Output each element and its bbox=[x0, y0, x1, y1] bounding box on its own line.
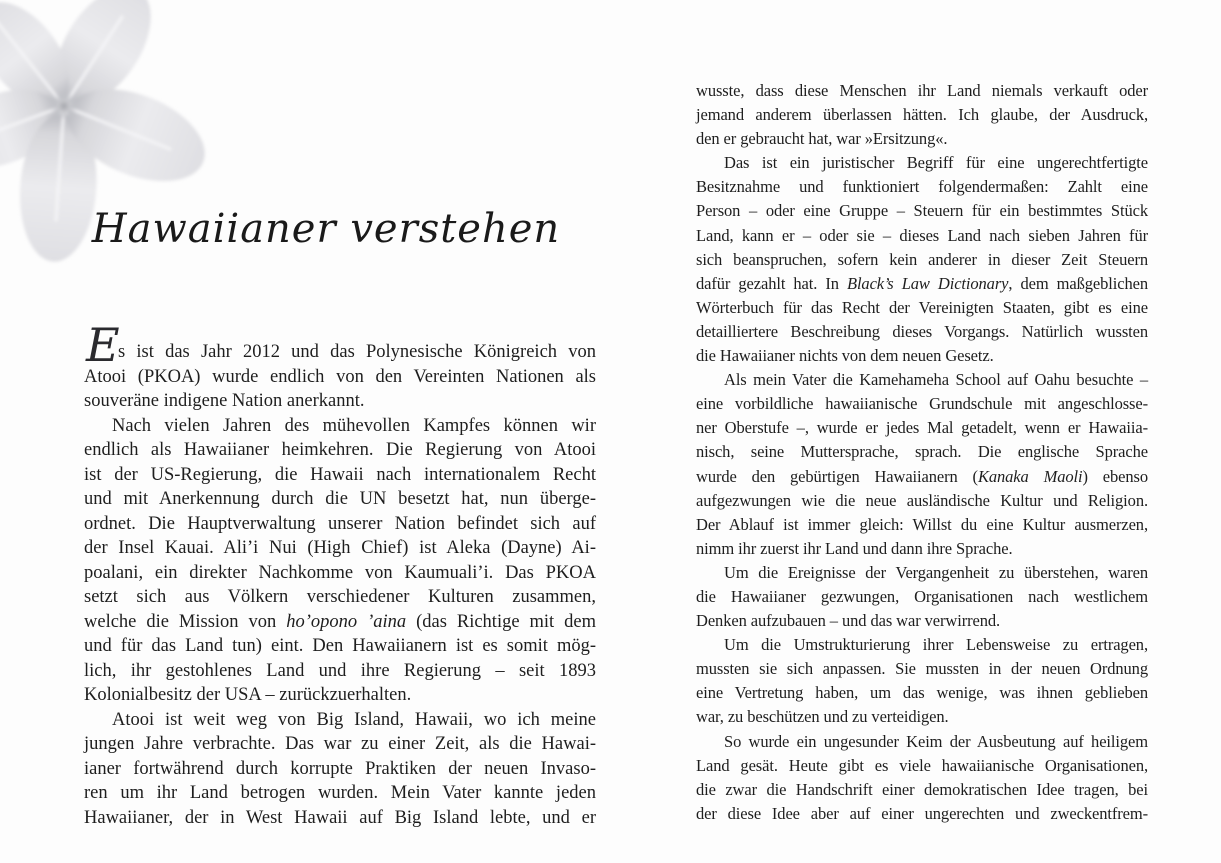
text-line: ren um ihr Land betrogen wurden. Mein Vater kannte jeden bbox=[84, 783, 596, 803]
text-line: Atooi (PKOA) wurde endlich von den Vereinten Nationen als bbox=[84, 366, 596, 387]
text-line: jungen Jahre verbrachte. Das war zu einer Zeit, als die Hawai- bbox=[84, 734, 596, 754]
text-line: So wurde ein ungesunder Keim der Ausbeutung auf heiligem bbox=[724, 731, 1148, 751]
text-line: Um die Ereignisse der Vergangenheit zu überstehen, waren bbox=[724, 562, 1148, 582]
text-line: Land, kann er – oder sie – dieses Land nach sieben Jahren für bbox=[696, 225, 1148, 245]
text-line: ner Oberstufe –, wurde er jedes Mal getadelt, wenn er Hawaiia- bbox=[696, 418, 1148, 438]
text-line: war, zu beschützen und zu verteidigen. bbox=[696, 707, 949, 727]
text-line: poalani, ein direkter Nachkomme von Kaumuali’i. Das PKOA bbox=[84, 562, 596, 583]
text-line: souveräne indigene Nation anerkannt. bbox=[84, 391, 365, 411]
text-line: ordnet. Die Hauptverwaltung unserer Nation befindet sich auf bbox=[84, 513, 596, 534]
text-line: welche die Mission von ho’opono ’aina (das Richtige mit dem bbox=[84, 611, 596, 632]
text-line: Land gesät. Heute gibt es viele hawaiianische Organisationen, bbox=[696, 755, 1148, 775]
text-line: aufgezwungen wie die neue ausländische Kultur und Religion. bbox=[696, 490, 1148, 510]
text-line: ist der US-Regierung, die Hawaii nach internationalem Recht bbox=[84, 464, 596, 485]
chapter-title: Hawaiianer verstehen bbox=[91, 206, 561, 252]
text-line: setzt sich aus Völkern verschiedener Kulturen zusammen, bbox=[84, 587, 596, 607]
text-line: Nach vielen Jahren des mühevollen Kampfes können wir bbox=[112, 415, 596, 436]
text-line: detailliertere Beschreibung dieses Vorgangs. Natürlich wussten bbox=[696, 321, 1148, 341]
text-line: s ist das Jahr 2012 und das Polynesische Königreich von bbox=[118, 342, 596, 362]
text-line: Der Ablauf ist immer gleich: Willst du eine Kultur ausmerzen, bbox=[696, 514, 1148, 534]
text-line: Als mein Vater die Kamehameha School auf Oahu besuchte – bbox=[724, 370, 1148, 390]
left-page-text bbox=[84, 340, 596, 830]
text-line: Um die Umstrukturierung ihrer Lebensweise zu ertragen, bbox=[724, 635, 1148, 655]
text-line: mussten sie sich anpassen. Sie mussten in der neuen Ordnung bbox=[696, 659, 1148, 679]
text-line: und für das Land tun) eint. Den Hawaiianern ist es somit mög- bbox=[84, 636, 596, 656]
text-line: eine vorbildliche hawaiianische Grundschule mit angeschlosse- bbox=[696, 394, 1148, 414]
text-line: die Hawaiianer gezwungen, Organisationen nach westlichem bbox=[696, 586, 1148, 606]
text-line: Person – oder eine Gruppe – Steuern für ein bestimmtes Stück bbox=[696, 201, 1148, 221]
text-line: Das ist ein juristischer Begriff für eine ungerechtfertigte bbox=[724, 153, 1148, 173]
text-line: nimm ihr zuerst ihr Land und dann ihre Sprache. bbox=[696, 538, 1013, 558]
text-line: sich beanspruchen, sofern kein anderer in dieser Zeit Steuern bbox=[696, 249, 1148, 269]
text-line: lich, ihr gestohlenes Land und ihre Regierung – seit 1893 bbox=[84, 660, 596, 681]
text-line: die Hawaiianer nichts von dem neuen Gesetz. bbox=[696, 346, 994, 366]
text-line: dafür gezahlt hat. In Black’s Law Dictionary, dem maßgeblichen bbox=[696, 273, 1149, 293]
text-line: jemand anderem überlassen hätten. Ich glaube, der Ausdruck, bbox=[696, 105, 1148, 125]
dropcap-letter: E bbox=[86, 318, 120, 372]
text-line: wurde den gebürtigen Hawaiianern (Kanaka Maoli) ebenso bbox=[696, 466, 1148, 486]
text-line: eine Vertretung haben, um das wenige, was ihnen geblieben bbox=[696, 683, 1148, 703]
text-line: und mit Anerkennung durch die UN besetzt hat, nun überge- bbox=[84, 489, 596, 509]
text-line: Hawaiianer, der in West Hawaii auf Big Island lebte, und er bbox=[84, 807, 596, 828]
text-line: nisch, seine Muttersprache, sprach. Die englische Sprache bbox=[696, 442, 1148, 462]
text-line: endlich als Hawaiianer heimkehren. Die Regierung von Atooi bbox=[84, 440, 596, 460]
right-page-text bbox=[696, 80, 1148, 827]
text-line: den er gebraucht hat, war »Ersitzung«. bbox=[696, 129, 948, 149]
text-line: ianer fortwährend durch korrupte Praktiken der neuen Invaso- bbox=[84, 758, 596, 779]
text-line: Denken aufzubauen – und das war verwirrend. bbox=[696, 611, 1001, 631]
text-line: Kolonialbesitz der USA – zurückzuerhalten. bbox=[84, 685, 412, 705]
text-line: die zwar die Handschrift einer demokratischen Idee tragen, bei bbox=[696, 779, 1148, 799]
text-line: Atooi ist weit weg von Big Island, Hawaii, wo ich meine bbox=[112, 709, 596, 730]
text-line: Wörterbuch für das Recht der Vereinigten Staaten, gibt es eine bbox=[696, 297, 1148, 317]
text-line: wusste, dass diese Menschen ihr Land niemals verkauft oder bbox=[696, 81, 1148, 100]
plumeria-flower-image bbox=[0, 0, 260, 300]
text-line: der Insel Kauai. Ali’i Nui (High Chief) ist Aleka (Dayne) Ai- bbox=[84, 538, 596, 558]
text-line: der diese Idee aber auf einer ungerechten und zweckentfrem- bbox=[696, 803, 1148, 823]
text-line: Besitznahme und funktioniert folgendermaßen: Zahlt eine bbox=[696, 177, 1148, 197]
